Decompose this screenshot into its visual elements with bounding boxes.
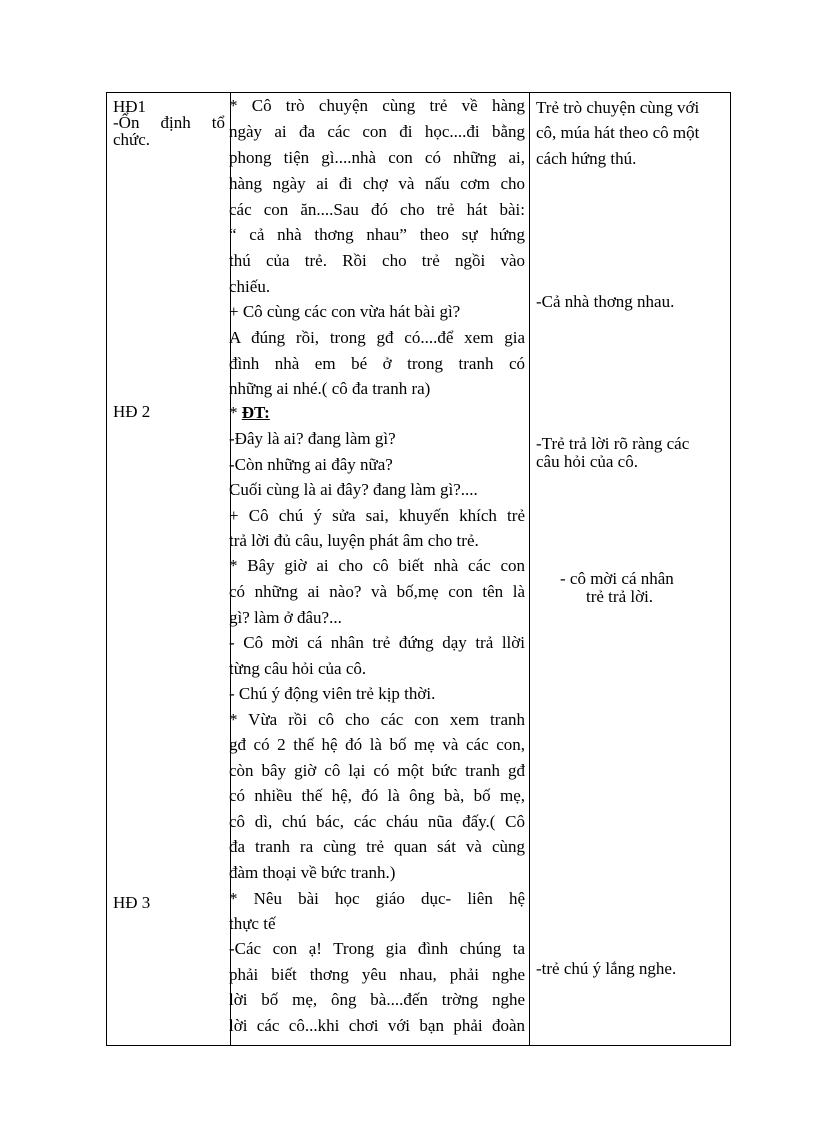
dt-marker: *: [229, 403, 242, 422]
content-line: -Đây là ai? đang làm gì?: [229, 429, 396, 448]
hd1-desc-line1: -Ổn định tổ: [113, 113, 225, 132]
content-line: trả lời đủ câu, luyện phát âm cho trẻ.: [229, 531, 479, 550]
content-line: lời các cô...khi chơi với bạn phải đoàn: [229, 1016, 525, 1035]
child-line: -Trẻ trả lời rõ ràng các: [536, 434, 690, 453]
content-line: phải biết thơng yêu nhau, phải nghe: [229, 965, 525, 984]
dt-heading: ĐT:: [241, 403, 270, 422]
content-line: - Chú ý động viên trẻ kịp thời.: [229, 684, 436, 703]
content-line: Cuối cùng là ai đây? đang làm gì?....: [229, 480, 478, 499]
content-line: hàng ngày ai đi chợ và nấu cơm cho: [229, 174, 525, 193]
content-line: * Cô trò chuyện cùng trẻ về hàng: [229, 96, 525, 115]
hd1-desc-line2: chức.: [113, 130, 151, 149]
content-line: - Cô mời cá nhân trẻ đứng dạy trả llời: [229, 633, 525, 652]
content-line: đình nhà em bé ở trong tranh có: [229, 354, 525, 373]
content-line: gđ có 2 thế hệ đó là bố mẹ và các con,: [229, 735, 525, 754]
content-line: “ cả nhà thơng nhau” theo sự hứng: [229, 225, 525, 244]
child-line: - cô mời cá nhân: [560, 569, 674, 588]
content-line: từng câu hỏi của cô.: [229, 659, 367, 678]
child-line: cô, múa hát theo cô một: [536, 123, 700, 142]
child-line: cách hứng thú.: [536, 149, 637, 168]
content-line: có những ai nào? và bố,mẹ con tên là: [229, 582, 525, 601]
content-line: * Nêu bài học giáo dục- liên hệ: [229, 889, 525, 908]
content-line: ngày ai đa các con đi học....đi bằng: [229, 122, 525, 141]
content-line: các con ăn....Sau đó cho trẻ hát bài:: [229, 200, 525, 219]
content-line: những ai nhé.( cô đa tranh ra): [229, 379, 431, 398]
child-line: câu hỏi của cô.: [536, 452, 638, 471]
lesson-table: [106, 92, 731, 1046]
content-line: đàm thoại về bức tranh.): [229, 863, 396, 882]
content-line: thực tế: [229, 914, 276, 933]
hd3-label: HĐ 3: [113, 893, 151, 912]
activity-column: [107, 93, 230, 1045]
content-line: -Các con ạ! Trong gia đình chúng ta: [229, 939, 525, 958]
child-activity-column: [530, 93, 731, 1045]
content-line: * Vừa rồi cô cho các con xem tranh: [229, 710, 525, 729]
content-line: phong tiện gì....nhà con có những ai,: [229, 148, 525, 167]
hd1-label: HĐ1: [113, 97, 147, 116]
hd2-label: HĐ 2: [113, 402, 151, 421]
child-line: -trẻ chú ý lắng nghe.: [536, 959, 677, 978]
content-line: chiếu.: [229, 277, 271, 296]
content-line: -Còn những ai đây nữa?: [229, 455, 393, 474]
child-line: Trẻ trò chuyện cùng với: [536, 98, 700, 117]
content-line: thú của trẻ. Rồi cho trẻ ngồi vào: [229, 251, 525, 270]
dt-line: [229, 403, 525, 423]
content-line: gì? làm ở đâu?...: [229, 608, 342, 627]
content-line: lời bố mẹ, ông bà....đến trờng nghe: [229, 990, 525, 1009]
content-line: + Cô chú ý sửa sai, khuyến khích trẻ: [229, 506, 525, 525]
content-line: + Cô cùng các con vừa hát bài gì?: [229, 302, 461, 321]
content-line: có nhiều thế hệ, đó là ông bà, bố mẹ,: [229, 786, 525, 805]
content-line: A đúng rồi, trong gđ có....để xem gia: [229, 328, 525, 347]
child-line: -Cả nhà thơng nhau.: [536, 292, 675, 311]
teacher-activity-column: [231, 93, 529, 1045]
child-line: trẻ trả lời.: [586, 587, 654, 606]
content-line: còn bây giờ cô lại có một bức tranh gđ: [229, 761, 525, 780]
content-line: cô dì, chú bác, các cháu nũa đấy.( Cô: [229, 812, 525, 831]
content-line: đa tranh ra cùng trẻ quan sát và cùng: [229, 837, 525, 856]
content-line: * Bây giờ ai cho cô biết nhà các con: [229, 556, 525, 575]
